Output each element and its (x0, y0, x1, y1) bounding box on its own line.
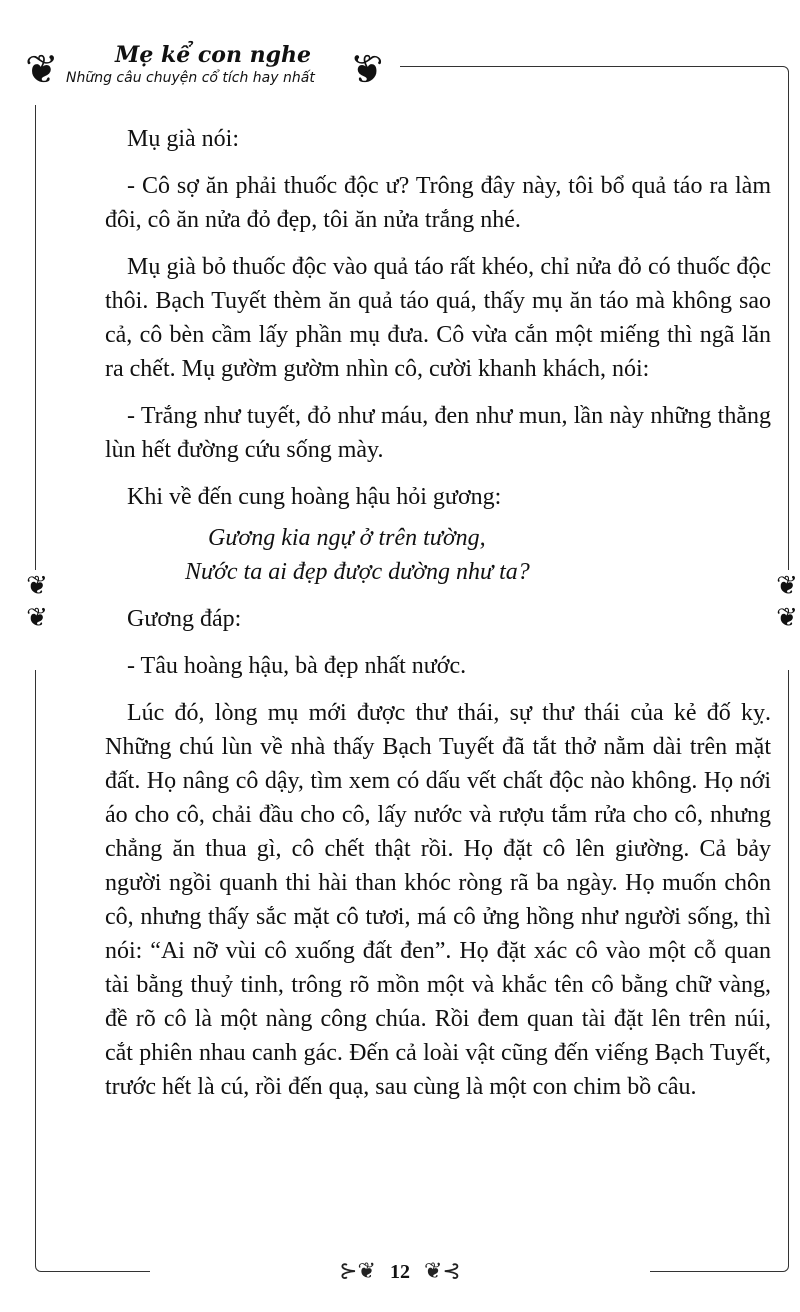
series-subtitle: Những câu chuyện cổ tích hay nhất (66, 70, 315, 86)
poem-line: Nước ta ai đẹp được dường như ta? (185, 559, 530, 585)
paragraph: Mụ già bỏ thuốc độc vào quả táo rất khéo, chỉ nửa đỏ có thuốc độc thôi. Bạch Tuyết thèm ăn quả táo quá, thấy mụ ăn táo mà không sao cả, cô bèn cầm lấy phần mụ đưa. Cô vừa cắn một miếng thì ngã lăn ra chết. Mụ gườm gườm nhìn cô, cười khanh khách, nói: (105, 254, 771, 382)
paragraph: Mụ già nói: (127, 126, 239, 152)
paragraph: - Trắng như tuyết, đỏ như máu, đen như mun, lần này những thằng lùn hết đường cứu sống mày. (105, 403, 771, 463)
paragraph: - Cô sợ ăn phải thuốc độc ư? Trông đây này, tôi bổ quả táo ra làm đôi, cô ăn nửa đỏ đẹp, tôi ăn nửa trắng nhé. (105, 173, 771, 233)
page-number: 12 (390, 1261, 410, 1283)
poem (105, 521, 771, 589)
paragraph: Khi về đến cung hoàng hậu hỏi gương: (127, 484, 502, 510)
series-title: Mẹ kể con nghe (115, 42, 312, 68)
flourish-right-icon: ❦ (350, 47, 384, 92)
paragraph: Gương đáp: (127, 606, 242, 632)
flourish-left-icon: ❦ (25, 47, 59, 92)
page-body (105, 122, 771, 1117)
side-flourish-right-icon: ❦ ❦ (772, 570, 800, 670)
paragraph: - Tâu hoàng hậu, bà đẹp nhất nước. (127, 653, 467, 679)
footer-flourish-right-icon: ❦⊰ (424, 1258, 461, 1283)
page-footer (150, 1252, 650, 1292)
paragraph: Lúc đó, lòng mụ mới được thư thái, sự thư thái của kẻ đố kỵ. Những chú lùn về nhà thấy Bạch Tuyết đã tắt thở nằm dài trên mặt đất. Họ nâng cô dậy, tìm xem có dấu vết chất độc nào không. Họ nới áo cho cô, chải đầu cho cô, lấy nước và rượu tắm rửa cho cô, nhưng chẳng ăn thua gì, cô chết thật rồi. Họ đặt cô lên giường. Cả bảy người ngồi quanh thi hài than khóc ròng rã ba ngày. Họ muốn chôn cô, nhưng thấy sắc mặt cô tươi, má cô ửng hồng như người sống, thì nói: “Ai nỡ vùi cô xuống đất đen”. Họ đặt xác cô vào một cỗ quan tài bằng thuỷ tinh, trông rõ mồn một và khắc tên cô bằng chữ vàng, đề rõ cô là một nàng công chúa. Rồi đem quan tài đặt lên trên núi, cắt phiên nhau canh gác. Đến cả loài vật cũng đến viếng Bạch Tuyết, trước hết là cú, rồi đến quạ, sau cùng là một con chim bồ câu. (105, 700, 771, 1100)
side-flourish-left-icon: ❦ ❦ (22, 570, 52, 670)
footer-flourish-left-icon: ⊱❦ (339, 1258, 376, 1283)
poem-line: Gương kia ngự ở trên tường, (208, 525, 486, 551)
